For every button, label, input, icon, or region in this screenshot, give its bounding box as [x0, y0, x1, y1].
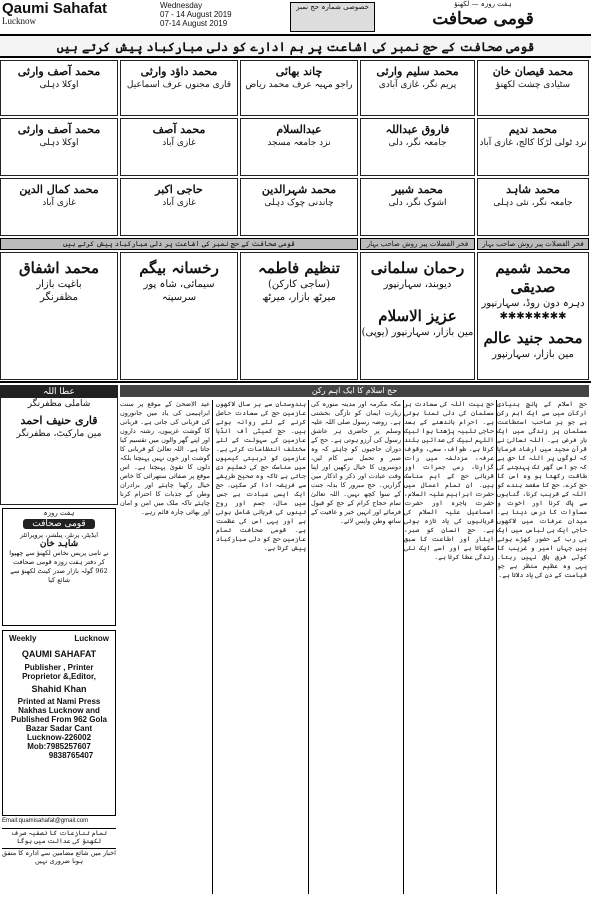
- row3-name-3: محمد شہرالدین: [261, 183, 337, 196]
- row1-addr-2: پریم نگر، غازی آبادی: [378, 80, 457, 90]
- row1-addr-4: قاری مجنوں عرف اسماعیل: [126, 80, 232, 90]
- article-column-text-2: حج بیت اللہ کی سعادت ہر مسلمان کی دلی تمنا ہوتی ہے۔ احرام باندھنے کے بعد حاجی تلبیہ پڑھتا ہوا لبیک اللہم لبیک کی صدائیں بلند کرتا ہے۔ طواف، سعی، وقوف عرفہ، مزدلفہ میں رات گزارنا، رمی جمرات اور قربانی حج کے اہم مناسک ہیں۔ ان تمام اعمال میں حضرت ابراہیم علیہ السلام، حضرت ہاجرہ اور حضرت اسماعیل علیہ السلام کی قربانیوں کی یاد تازہ ہوتی ہے۔ حج انسان کو صبر، ایثار اور اطاعت کا سبق سکھاتا ہے اور اسے ایک نئی زندگی عطا کرتا ہے۔: [404, 400, 494, 561]
- row3-addr-3: چاندنی چوک دہلی: [264, 198, 334, 208]
- row1-name-2: محمد سلیم وارثی: [376, 65, 459, 78]
- imprint-text: نے نامی پریس نخاس لکھنؤ سے چھپوا کر دفتر ہفت روزہ قومی صحافت 962 گولہ بازار صدر کینٹ لکھنؤ سے شائع کیا: [9, 549, 109, 584]
- imprint-en-title: QAUMI SAHAFAT: [21, 649, 97, 659]
- row1-name-4: محمد داؤد وارثی: [140, 65, 218, 78]
- row2-name-4: محمد آصف: [152, 123, 206, 136]
- masthead: [0, 0, 591, 36]
- imprint-logo: قومی صحافت: [23, 519, 95, 529]
- masthead-english: [2, 1, 152, 26]
- row3-card-1: [477, 178, 589, 236]
- big-left-name-3: محمد اشفاق: [18, 259, 100, 277]
- divider-stars: ✱✱✱✱✱✱✱✱: [499, 311, 567, 322]
- article-column-4: [216, 400, 306, 894]
- imprint-en-l3: Printed at Nami Press: [17, 697, 101, 706]
- article-column-text-5: عید الاضحیٰ کے موقع پر سنت ابراہیمی کی یاد میں جانوروں کی قربانی کی جاتی ہے۔ قربانی کا گوشت غریبوں، رشتہ داروں اور اپنے گھر والوں میں تقسیم کیا جاتا ہے۔ اللہ تعالیٰ کو قربانی کا گوشت اور خون نہیں پہنچتا بلکہ دلوں کا تقویٰ پہنچتا ہے۔ اس موقع پر صفائی ستھرائی کا خاص خیال رکھنا چاہئے اور برادران وطن کے جذبات کا احترام کرنا چاہئے تاکہ ملک میں امن و امان اور بھائی چارہ قائم رہے۔: [120, 400, 210, 516]
- row2-addr-1: نزد ٹولی لڑکا کالج، غازی آباد: [479, 138, 587, 148]
- article-title-bar: حج اسلام کا ایک اہم رکن: [120, 385, 589, 397]
- row1-name-5: محمد آصف وارثی: [17, 65, 101, 78]
- big-card-left-2: [120, 252, 238, 380]
- row1-name-3: چاند بھائی: [275, 65, 323, 78]
- row2-card-3: [240, 118, 358, 176]
- row2-name-2: فاروق عبداللہ: [385, 123, 450, 136]
- issue-day: Wednesday: [160, 1, 203, 10]
- article-column-text-4: ہندوستان سے ہر سال لاکھوں عازمین حج کی سعادت حاصل کرنے کے لئے روانہ ہوتے ہیں۔ حج کمیٹی آف انڈیا عازمین کی سہولت کے لئے مختلف انتظامات کرتی ہے۔ عازمین کو تربیتی کیمپوں میں مناسک حج کی تعلیم دی جاتی ہے تاکہ وہ صحیح طریقے سے فریضہ ادا کر سکیں۔ حج ایک ایسی عبادت ہے جس میں مال، جسم اور روح تینوں کی قربانی شامل ہوتی ہے اور یہی اس کی عظمت ہے۔ قومی صحافت تمام عازمین حج کو دلی مبارکباد پیش کرتا ہے۔: [216, 400, 306, 552]
- row3-card-2: [360, 178, 475, 236]
- sidebar-greeting-addr: مین مارکیٹ، مظفرنگر: [16, 429, 102, 439]
- band-right: فخر الفضلات پیر روش صاحب بہار: [477, 238, 589, 250]
- row2-addr-4: غازی آباد: [162, 138, 196, 148]
- row3-name-4: حاجی اکبر: [155, 183, 203, 196]
- sidebar-greeting-name: قاری حنیف احمد: [20, 414, 98, 427]
- imprint-header: ہفت روزہ: [43, 509, 75, 517]
- row1-card-4: [120, 60, 238, 116]
- row1-addr-1: سٹیادی چشت لکھنؤ: [495, 80, 571, 90]
- row2-card-5: [0, 118, 118, 176]
- big-left-name-2: رخسانہ بیگم: [139, 259, 219, 277]
- big-left-name-1: تنظیم فاطمہ: [258, 259, 340, 277]
- sidebar-greeting: [0, 385, 118, 505]
- big-right-name-2: محمد جنید عالم: [483, 329, 583, 347]
- imprint-en-l7: Lucknow-226002: [26, 733, 92, 742]
- imprint-en-l2: Proprietor &,Editor,: [22, 672, 96, 681]
- headline: قومی صحافت کے حج نمبر کی اشاعت پر ہم ادارے کو دلی مبارکباد پیش کرتے ہیں: [0, 36, 591, 58]
- section-rule: [0, 381, 591, 383]
- article-column-3: [311, 400, 401, 894]
- column-rule: [496, 400, 497, 894]
- imprint-en-l6: Bazar Sadar Cant: [25, 724, 93, 733]
- row3-name-5: محمد کمال الدین: [19, 183, 99, 196]
- big-card-mid: [360, 252, 475, 380]
- big-right-name-1: محمد شمیم صدیقی: [495, 259, 571, 296]
- row3-name-2: محمد شبیر: [392, 183, 443, 196]
- row1-name-1: محمد قیصان خان: [492, 65, 574, 78]
- special-issue-box: خصوصی شمارہ حج نمبر: [290, 2, 375, 32]
- article-column-5: [120, 400, 210, 894]
- masthead-subtitle-en: Lucknow: [2, 16, 36, 26]
- row1-card-3: [240, 60, 358, 116]
- row1-card-2: [360, 60, 475, 116]
- imprint-en-city: Lucknow: [74, 634, 109, 643]
- row2-name-1: محمد ندیم: [508, 123, 558, 136]
- issue-date-line-a: 07 - 14 August 2019: [160, 10, 232, 19]
- column-rule: [212, 400, 213, 894]
- article-column-1: [497, 400, 587, 894]
- row1-addr-5: اوکلا دہلی: [39, 80, 79, 90]
- row2-addr-2: جامعہ نگر، دلی: [388, 138, 447, 148]
- big-left-extra-2: سرسپنہ: [161, 292, 197, 303]
- band-left: قومی صحافت کے حج نمبر کی اشاعت پر دلی مبارکباد پیش کرتے ہیں: [0, 238, 358, 250]
- big-card-right: [477, 252, 589, 380]
- imprint-line1: ایڈیٹر، پرنٹر، پبلشر، پروپرائٹر: [19, 531, 99, 539]
- sidebar-greeting-sub: شاملی مظفرنگر: [27, 399, 91, 409]
- big-card-left-3: [0, 252, 118, 380]
- big-right-addr-1: دہرہ دون روڈ، سہارنپور: [481, 298, 585, 309]
- column-rule: [403, 400, 404, 894]
- row1-card-5: [0, 60, 118, 116]
- imprint-en-name: Shahid Khan: [31, 684, 87, 694]
- issue-date-line-b: 07-14 August 2019: [160, 19, 228, 28]
- imprint-name: شاہد خان: [39, 539, 79, 549]
- row1-card-1: [477, 60, 589, 116]
- big-right-addr-2: مین بازار، سہارنپور: [492, 349, 574, 360]
- row1-addr-3: راجو مہیہ عرف محمد ریاض: [245, 80, 353, 90]
- imprint-en-l1: Publisher , Printer: [24, 663, 94, 672]
- big-mid-name-2: عزیز الاسلام: [378, 307, 457, 325]
- row2-card-4: [120, 118, 238, 176]
- article-column-text-1: حج اسلام کے پانچ بنیادی ارکان میں سے ایک اہم رکن ہے جو ہر صاحب استطاعت مسلمان پر زندگی میں ایک بار فرض ہے۔ اللہ تعالیٰ نے قرآن مجید میں ارشاد فرمایا کہ لوگوں پر اللہ کا حق ہے کہ جو اس گھر تک پہنچنے کی طاقت رکھتا ہو وہ اس کا حج کرے۔ حج کا مقصد بندے کو اللہ کے قریب کرنا، گناہوں سے پاک کرنا اور اخوت و مساوات کا درس دینا ہے۔ میدان عرفات میں لاکھوں حاجی ایک ہی لباس میں ایک ہی رب کے حضور کھڑے ہوتے ہیں جہاں امیر و غریب کا کوئی فرق باقی نہیں رہتا۔ یہی وہ عظیم منظر ہے جو قیامت کے دن کی یاد دلاتا ہے۔: [497, 400, 587, 579]
- big-left-addr-3: باغپت بازار: [36, 279, 82, 290]
- masthead-title-ur: قومی صحافت: [432, 9, 534, 29]
- row3-name-1: محمد شاہد: [506, 183, 560, 196]
- big-card-left-1: [240, 252, 358, 380]
- big-mid-addr-1: دیوبند، سہارنپور: [383, 279, 452, 290]
- big-left-extra-1: میرٹھ بازار، میرٹھ: [262, 292, 336, 303]
- row3-addr-1: جامعہ نگر، نئی دہلی: [493, 198, 573, 208]
- row2-card-2: [360, 118, 475, 176]
- article-column-text-3: مکہ مکرمہ اور مدینہ منورہ کی زیارت ایمان کو تازگی بخشتی ہے۔ روضہ رسول صلی اللہ علیہ وسلم پر حاضری ہر عاشق رسول کی آرزو ہوتی ہے۔ حج کے دوران حاجیوں کو چاہئے کہ وہ صبر و تحمل سے کام لیں، دوسروں کا خیال رکھیں اور اپنا وقت عبادت اور ذکر و اذکار میں گزاریں۔ حج مبرور کا بدلہ جنت کے سوا کچھ نہیں۔ اللہ تعالیٰ تمام حجاج کرام کے حج کو قبول فرمائے اور انہیں خیر و عافیت کے ساتھ وطن واپس لائے۔: [311, 400, 401, 525]
- row3-card-5: [0, 178, 118, 236]
- row3-addr-4: غازی آباد: [162, 198, 196, 208]
- row2-name-5: محمد آصف وارثی: [17, 123, 101, 136]
- imprint-footer1: تمام تنازعات کا تصفیہ صرف لکھنؤ کی عدالت میں ہوگا: [2, 828, 116, 845]
- big-left-extra-3: مظفرنگر: [40, 292, 78, 303]
- imprint-en-l5: Published From 962 Gola: [10, 715, 108, 724]
- masthead-title-en: Qaumi Sahafat: [2, 0, 108, 17]
- band-mid: فخر الفضلات پیر روش صاحب بہار: [360, 238, 475, 250]
- imprint-email: Email:quamisahafat@gmail.com: [2, 818, 89, 824]
- row3-addr-2: اشوک نگر، دلی: [388, 198, 447, 208]
- row2-name-3: عبدالسلام: [276, 123, 322, 136]
- imprint-box-english: [2, 630, 116, 816]
- row3-addr-5: غازی آباد: [42, 198, 76, 208]
- row2-card-1: [477, 118, 589, 176]
- big-left-addr-1: (ساجی کارکن): [268, 279, 330, 290]
- big-left-addr-2: سیمائی، شاہ پور: [143, 279, 215, 290]
- big-mid-name-1: رحمان سلمانی: [370, 259, 465, 277]
- imprint-en-mob: Mob:7985257607: [27, 742, 91, 751]
- row2-addr-3: نزد جامعہ مسجد: [267, 138, 331, 148]
- issue-date: [160, 1, 280, 28]
- imprint-en-l4: Nakhas Lucknow and: [18, 706, 100, 715]
- column-rule: [308, 400, 309, 894]
- imprint-box-urdu: [2, 508, 116, 626]
- masthead-weekly-label: ہفت روزہ — لکھنؤ: [454, 0, 512, 8]
- row3-card-4: [120, 178, 238, 236]
- imprint-en-weekly: Weekly: [9, 634, 37, 643]
- sidebar-greeting-title: عطا اللہ: [1, 386, 117, 398]
- masthead-urdu: [378, 0, 588, 34]
- imprint-footer2: اخبار میں شائع مضامین سے ادارہ کا متفق ہونا ضروری نہیں: [2, 849, 116, 865]
- article-column-2: [404, 400, 494, 894]
- big-mid-addr-2: مین بازار، سہارنپور (یوپی): [361, 327, 474, 338]
- row3-card-3: [240, 178, 358, 236]
- row2-addr-5: اوکلا دہلی: [39, 138, 79, 148]
- imprint-en-mob2: 9838765407: [48, 751, 94, 760]
